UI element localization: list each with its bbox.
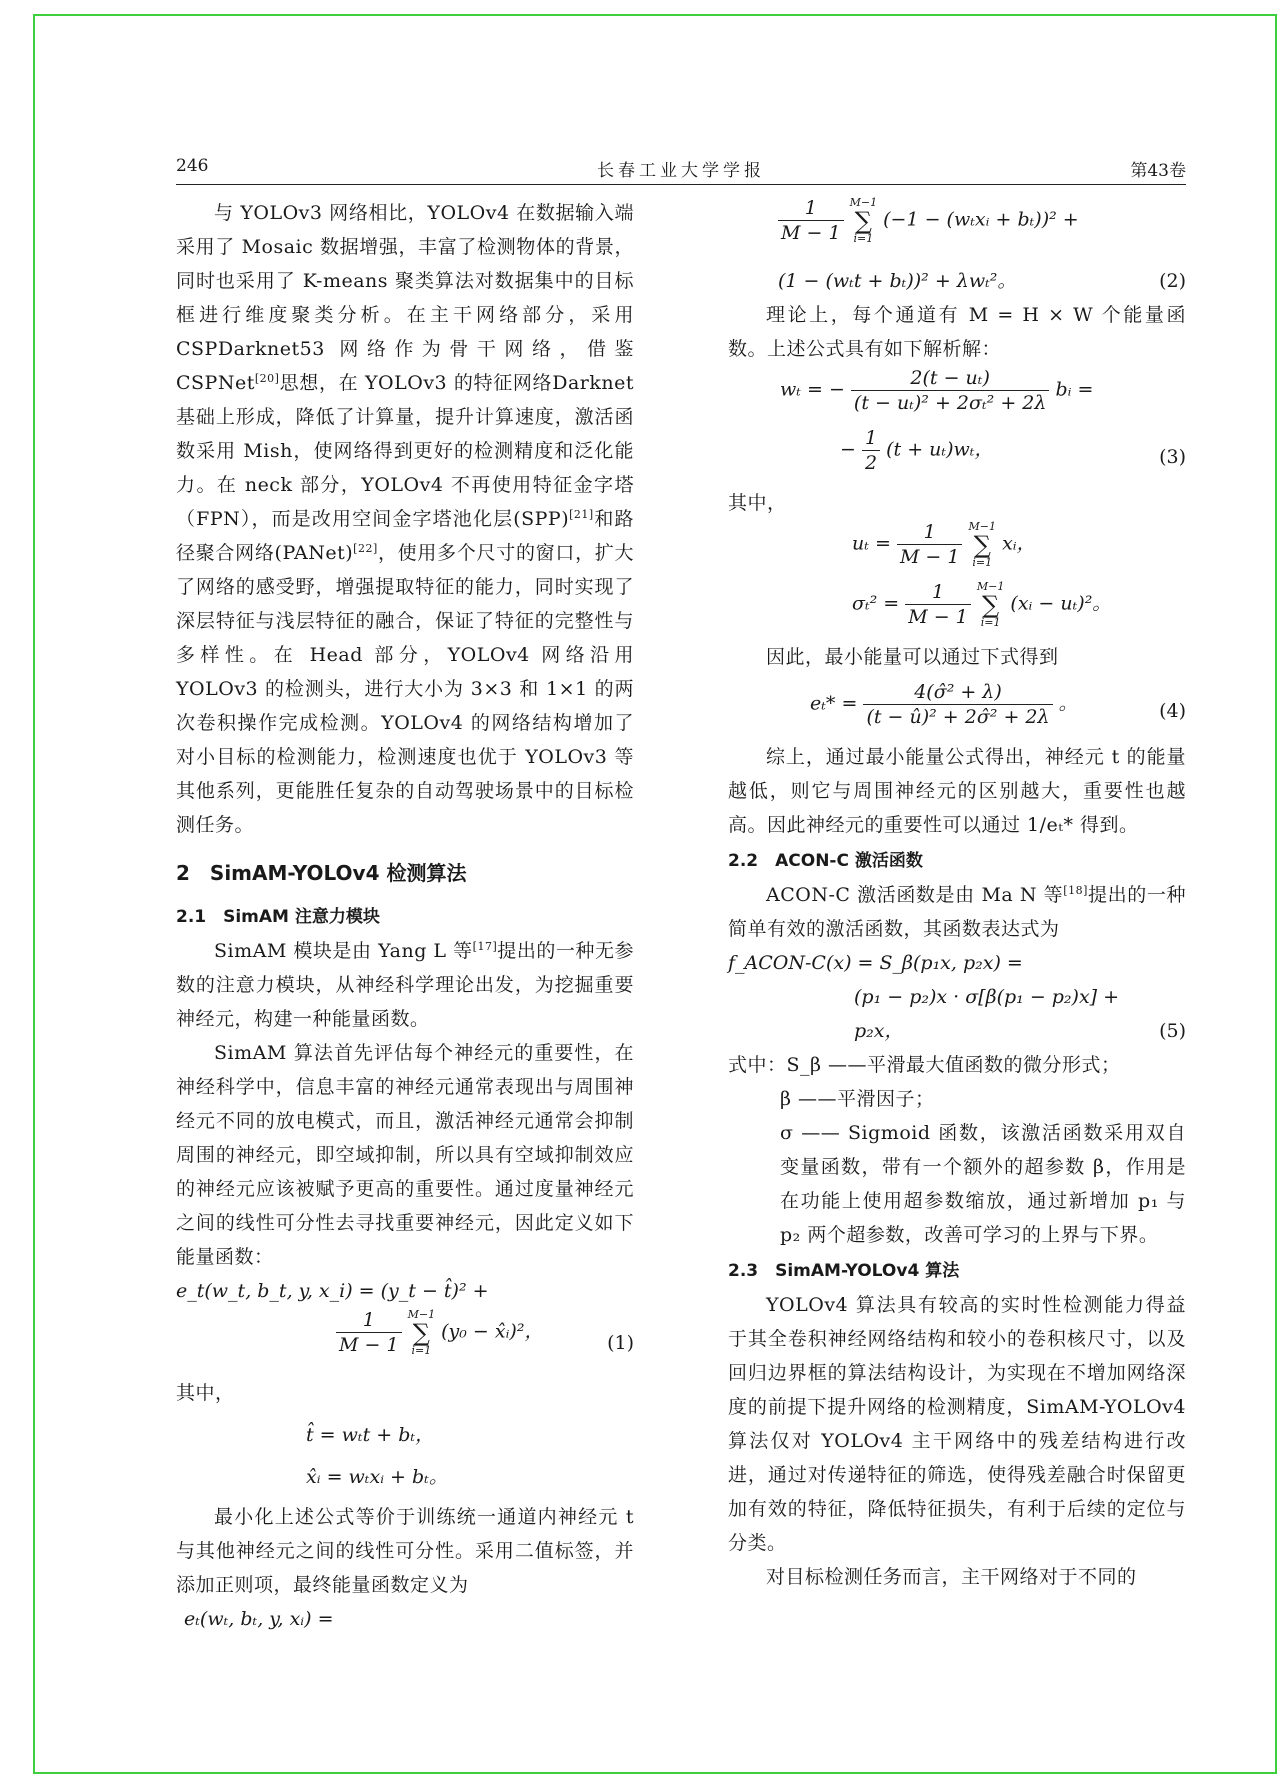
paragraph-minimization: 最小化上述公式等价于训练统一通道内神经元 t 与其他神经元之间的线性可分性。采用二值标签，并添加正则项，最终能量函数定义为 <box>176 1506 634 1596</box>
equation-2-line-2: (1 − (wₜt + bₜ))² + λwₜ²。 (2) <box>728 264 1186 298</box>
journal-title: 长春工业大学学报 <box>597 161 765 181</box>
equation-4: eₜ* = $\frac{\text{4(σ̂² + λ)}}{\text{(t − û)² + 2σ̂² + 2λ}}$ 。 (4) <box>810 681 1186 728</box>
citation-20[interactable]: [20] <box>254 372 280 385</box>
section-2-1-heading: 2.1 SimAM 注意力模块 <box>176 907 380 927</box>
right-column <box>728 196 1186 1594</box>
paragraph-summary: 综上，通过最小能量公式得出，神经元 t 的能量越低，则它与周围神经元的区别越大，重要性也越高。因此神经元的重要性可以通过 1/eₜ* 得到。 <box>728 746 1186 836</box>
equation-5-line-2: (p₁ − p₂)x · σ[β(p₁ − p₂)x] + <box>854 986 1120 1008</box>
equation-5-number: (5) <box>1159 1020 1186 1042</box>
equation-4-number: (4) <box>1159 700 1186 722</box>
where-label-2: 其中， <box>728 492 787 514</box>
definition-x-hat: x̂ᵢ = wₜxᵢ + bₜ。 <box>306 1466 448 1488</box>
section-2-3-heading: 2.3 SimAM-YOLOv4 算法 <box>728 1261 960 1281</box>
paragraph-simam-algorithm: SimAM 算法首先评估每个神经元的重要性，在神经科学中，信息丰富的神经元通常表现出与周围神经元不同的放电模式，而且，激活神经元通常会抑制周围的神经元，即空域抑制，所以具有空域抑制效应的神经元应该被赋予更高的重要性。通过度量神经元之间的线性可分性去寻找重要神经元，因此定义如下能量函数： <box>176 1042 634 1268</box>
left-column <box>176 196 634 1636</box>
equation-2-line-1: $\frac{1}{M - 1}$ M−1 ∑ i=1 (−1 − (wₜxᵢ + bₜ))² + <box>728 196 1186 264</box>
paragraph-min-energy: 因此，最小能量可以通过下式得到 <box>766 646 1059 668</box>
definition-sigma: σₜ² = $\frac{1}{M - 1}$ M−1 ∑ i=1 (xᵢ − uₜ)²。 <box>852 579 1112 629</box>
paragraph-yolov4-intro: 与 YOLOv3 网络相比，YOLOv4 在数据输入端采用了 Mosaic 数据增强，丰富了检测物体的背景，同时也采用了 K-means 聚类算法对数据集中的目标框进行维度聚类分析。在主干网络部分，采用 CSPDarknet53 网络作为骨干网络，借鉴 CSPNet[20]思想，在 YOLOv3 的特征网络Darknet 基础上形成，降低了计算量，提升计算速度，激活函数采用 Mish，使网络得到更好的检测精度和泛化能力。在 neck 部分，YOLOv4 不再使用特征金字塔（FPN），而是改用空间金字塔池化层(SPP)[21]和路径聚合网络(PANet)[22]，使用多个尺寸的窗口，扩大了网络的感受野，增强提取特征的能力，同时实现了深层特征与浅层特征的融合，保证了特征的完整性与多样性。在 Head 部分，YOLOv4 网络沿用 YOLOv3 的检测头，进行大小为 3×3 和 1×1 的两次卷积操作完成检测。YOLOv4 的网络结构增加了对小目标的检测能力，检测速度也优于 YOLOv3 等其他系列，更能胜任复杂的自动驾驶场景中的目标检测任务。 <box>176 202 634 836</box>
summation-symbol: M−1 ∑ i=1 <box>407 1307 436 1357</box>
citation-22[interactable]: [22] <box>353 542 378 555</box>
paragraph-backbone: 对目标检测任务而言，主干网络对于不同的 <box>766 1566 1137 1588</box>
section-2-2-heading: 2.2 ACON-C 激活函数 <box>728 851 923 871</box>
equation-1-line-2: $\frac{1}{M - 1}$ M−1 ∑ i=1 (y₀ − x̂ᵢ)²， (1) <box>176 1308 634 1376</box>
equation-3-line-2: − $\frac{1}{2}$ (t + uₜ)wₜ， (3) <box>840 427 1186 474</box>
equation-1-fraction: $\frac{1}{M - 1}$ <box>336 1308 402 1357</box>
equation-5-line-3: p₂x， (5) <box>728 1014 1186 1048</box>
paragraph-analytic-solution: 理论上，每个通道有 M = H × W 个能量函数。上述公式具有如下解析解： <box>728 304 1186 360</box>
header-rule <box>176 184 1186 185</box>
equation-5-line-1: f_ACON-C(x) = S_β(p₁x, p₂x) = <box>728 952 1023 974</box>
paragraph-acon-intro: ACON-C 激活函数是由 Ma N 等[18]提出的一种简单有效的激活函数，其函数表达式为 <box>728 884 1186 940</box>
definition-u: uₜ = $\frac{1}{M - 1}$ M−1 ∑ i=1 xᵢ， <box>852 519 1036 569</box>
citation-18[interactable]: [18] <box>1063 884 1088 897</box>
paragraph-simam-yolov4: YOLOv4 算法具有较高的实时性检测能力得益于其全卷积神经网络结构和较小的卷积核尺寸，以及回归边界框的算法结构设计，为实现在不增加网络深度的前提下提升网络的检测精度，SimAM-YOLOv4算法仅对 YOLOv4 主干网络中的残差结构进行改进，通过对传递特征的筛选，使得残差融合时保留更加有效的特征，降低特征损失，有利于后续的定位与分类。 <box>728 1294 1186 1554</box>
summation-symbol: M−1 ∑ i=1 <box>968 519 997 569</box>
paragraph-simam-intro: SimAM 模块是由 Yang L 等[17]提出的一种无参数的注意力模块，从神经科学理论出发，为挖掘重要神经元，构建一种能量函数。 <box>176 940 634 1030</box>
definition-sigma-sigmoid: σ —— Sigmoid 函数，该激活函数采用双自变量函数，带有一个额外的超参数 β，作用是在功能上使用超参数缩放，通过新增加 p₁ 与 p₂ 两个超参数，改善可学习的上界与下界。 <box>780 1122 1186 1246</box>
equation-1-line-1: e_t(w_t, b_t, y, x_i) = (y_t − t̂)² + <box>176 1280 489 1302</box>
page-number: 246 <box>176 156 209 176</box>
running-header <box>176 152 1186 182</box>
summation-symbol: M−1 ∑ i=1 <box>976 579 1005 629</box>
definition-s-beta: 式中：S_β ——平滑最大值函数的微分形式； <box>728 1054 1121 1076</box>
volume-label: 第43卷 <box>1130 161 1186 181</box>
where-label-1: 其中， <box>176 1382 235 1404</box>
final-energy-lhs: eₜ(wₜ, bₜ, y, xᵢ) = <box>184 1608 334 1630</box>
equation-3-number: (3) <box>1159 446 1186 468</box>
summation-symbol: M−1 ∑ i=1 <box>849 195 878 245</box>
citation-21[interactable]: [21] <box>569 508 594 521</box>
section-2-heading: 2 SimAM-YOLOv4 检测算法 <box>176 861 467 885</box>
definition-t-hat: t̂ = wₜt + bₜ， <box>306 1424 435 1446</box>
definition-beta: β ——平滑因子； <box>780 1088 935 1110</box>
equation-1-number: (1) <box>607 1332 634 1354</box>
equation-2-number: (2) <box>1159 270 1186 292</box>
equation-3-line-1: wₜ = − $\frac{\text{2(t − uₜ)}}{\text{(t − uₜ)² + 2σₜ² + 2λ}}$ bᵢ = <box>780 367 1094 414</box>
citation-17[interactable]: [17] <box>472 940 498 953</box>
